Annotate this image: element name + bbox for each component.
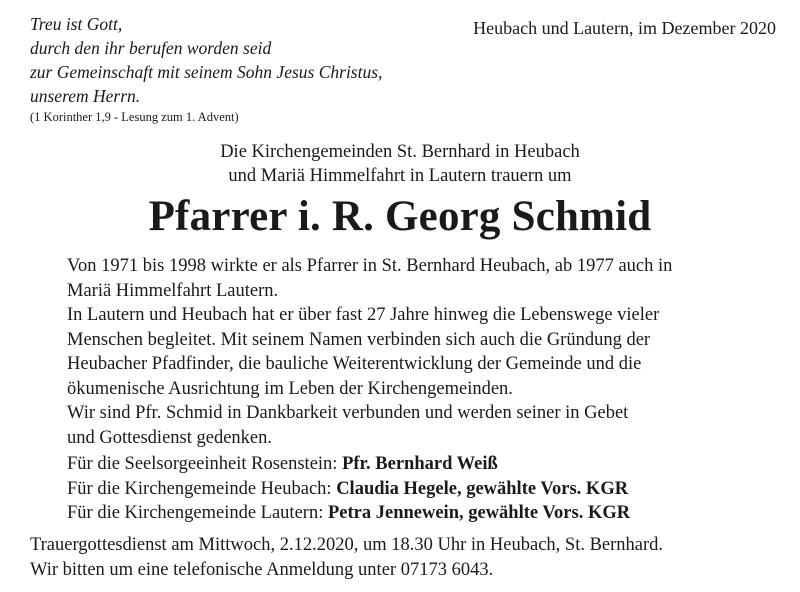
verse-line: Treu ist Gott, <box>30 14 123 34</box>
verse-line: unserem Herrn. <box>30 86 141 106</box>
signer-name: Pfr. Bernhard Weiß <box>342 454 498 474</box>
signer-role: Für die Kirchengemeinde Heubach: <box>67 478 337 499</box>
verse-line: durch den ihr berufen worden seid <box>30 38 272 58</box>
tribute-line: und Gottesdienst gedenken. <box>67 427 272 448</box>
signer-line <box>67 452 630 477</box>
tribute-text <box>67 254 787 450</box>
service-line: Trauergottesdienst am Mittwoch, 2.12.2020, um 18.30 Uhr in Heubach, St. Bernhard. <box>30 535 664 555</box>
signer-role: Für die Kirchengemeinde Lautern: <box>67 503 328 523</box>
tribute-line: Heubacher Pfadfinder, die bauliche Weiterentwicklung der Gemeinde und die <box>67 354 642 374</box>
intro-line: Die Kirchengemeinden St. Bernhard in Heubach <box>220 142 580 162</box>
signer-role: Für die Seelsorgeeinheit Rosenstein: <box>67 454 343 474</box>
signers-list <box>67 452 630 526</box>
place-date: Heubach und Lautern, im Dezember 2020 <box>473 18 776 38</box>
funeral-service-info <box>30 533 663 582</box>
tribute-line: ökumenische Ausrichtung im Leben der Kirchengemeinden. <box>67 378 513 399</box>
intro-line: und Mariä Himmelfahrt in Lautern trauern um <box>228 166 572 186</box>
tribute-line: In Lautern und Heubach hat er über fast 27 Jahre hinweg die Lebenswege vieler <box>67 305 660 325</box>
deceased-name: Pfarrer i. R. Georg Schmid <box>148 193 652 240</box>
tribute-line: Menschen begleitet. Mit seinem Namen verbinden sich auch die Gründung der <box>67 329 651 350</box>
verse-line: zur Gemeinschaft mit seinem Sohn Jesus Christus, <box>30 62 383 82</box>
tribute-line: Mariä Himmelfahrt Lautern. <box>67 280 279 301</box>
tribute-line: Von 1971 bis 1998 wirkte er als Pfarrer in St. Bernhard Heubach, ab 1977 auch in <box>67 256 673 276</box>
intro-text <box>0 140 800 188</box>
signer-name: Claudia Hegele, gewählte Vors. KGR <box>336 478 629 499</box>
bible-verse <box>30 12 382 126</box>
signer-line <box>67 501 630 526</box>
signer-line <box>67 477 630 502</box>
tribute-line: Wir sind Pfr. Schmid in Dankbarkeit verbunden und werden seiner in Gebet <box>67 403 629 423</box>
verse-reference: (1 Korinther 1,9 - Lesung zum 1. Advent) <box>30 110 239 124</box>
service-line: Wir bitten um eine telefonische Anmeldung unter 07173 6043. <box>30 559 494 580</box>
signer-name: Petra Jennewein, gewählte Vors. KGR <box>327 503 631 523</box>
